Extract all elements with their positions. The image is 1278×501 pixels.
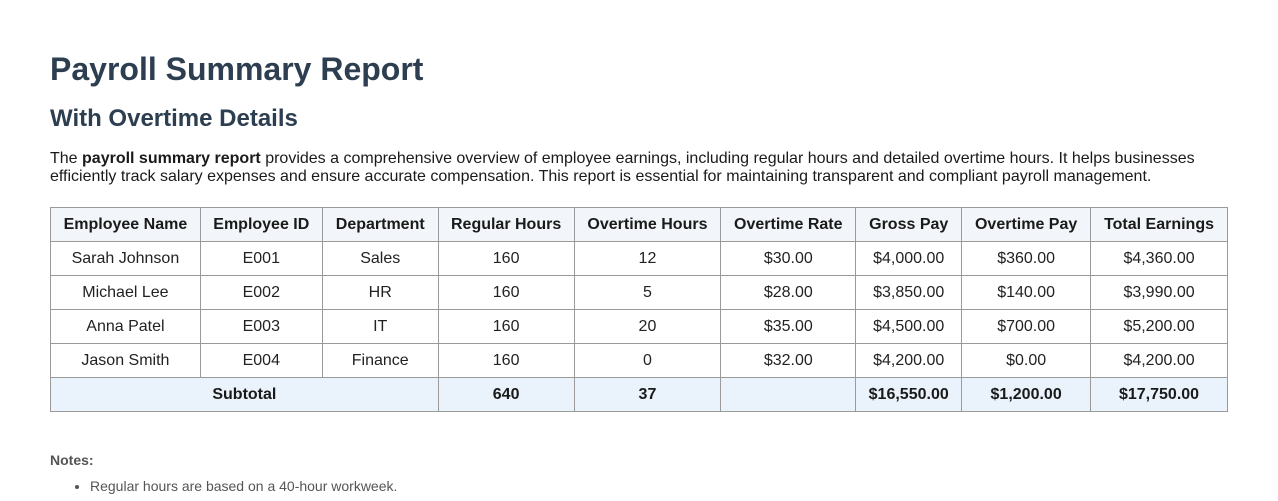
cell-overtime-rate: $28.00 (721, 276, 856, 310)
cell-overtime-hours: 20 (574, 310, 721, 344)
cell-total-earnings: $3,990.00 (1091, 276, 1228, 310)
table-header-row (51, 208, 1228, 242)
subtotal-overtime-hours: 37 (574, 378, 721, 412)
intro-paragraph (50, 150, 1228, 186)
intro-prefix: The (50, 150, 83, 167)
cell-overtime-rate: $30.00 (721, 242, 856, 276)
subtotal-total-earnings: $17,750.00 (1091, 378, 1228, 412)
table-row (51, 242, 1228, 276)
notes-title: Notes: (50, 452, 94, 468)
cell-overtime-pay: $700.00 (962, 310, 1091, 344)
page-subtitle: With Overtime Details (50, 105, 298, 132)
cell-gross-pay: $4,000.00 (856, 242, 962, 276)
subtotal-label: Subtotal (51, 378, 439, 412)
cell-overtime-pay: $0.00 (962, 344, 1091, 378)
note-item: • Regular hours are based on a 40-hour workweek. (90, 478, 1228, 494)
col-header-employee-id: Employee ID (200, 208, 322, 242)
table-row (51, 276, 1228, 310)
col-header-regular-hours: Regular Hours (438, 208, 574, 242)
col-header-total-earnings: Total Earnings (1091, 208, 1228, 242)
intro-bold-term: payroll summary report (82, 150, 261, 167)
subtotal-regular-hours: 640 (438, 378, 574, 412)
cell-employee-id: E003 (200, 310, 322, 344)
col-header-employee-name: Employee Name (51, 208, 201, 242)
table-row (51, 344, 1228, 378)
cell-employee-id: E001 (200, 242, 322, 276)
col-header-gross-pay: Gross Pay (856, 208, 962, 242)
cell-department: Finance (322, 344, 438, 378)
cell-overtime-hours: 5 (574, 276, 721, 310)
cell-department: Sales (322, 242, 438, 276)
subtotal-row (51, 378, 1228, 412)
subtotal-overtime-pay: $1,200.00 (962, 378, 1091, 412)
cell-overtime-pay: $140.00 (962, 276, 1091, 310)
cell-gross-pay: $4,500.00 (856, 310, 962, 344)
col-header-department: Department (322, 208, 438, 242)
intro-text: provides a comprehensive overview of employee earnings, including regular hours and detailed overtime hours. It helps businesses efficiently track salary expenses and ensure accurate compensation. This report is essential for maintaining transparent and compliant payroll management. (50, 150, 1195, 185)
col-header-overtime-pay: Overtime Pay (962, 208, 1091, 242)
cell-employee-id: E002 (200, 276, 322, 310)
cell-department: IT (322, 310, 438, 344)
cell-regular-hours: 160 (438, 276, 574, 310)
cell-overtime-hours: 12 (574, 242, 721, 276)
col-header-overtime-hours: Overtime Hours (574, 208, 721, 242)
cell-employee-name: Michael Lee (51, 276, 201, 310)
subtotal-gross-pay: $16,550.00 (856, 378, 962, 412)
cell-gross-pay: $4,200.00 (856, 344, 962, 378)
table-row (51, 310, 1228, 344)
cell-overtime-rate: $35.00 (721, 310, 856, 344)
page-title: Payroll Summary Report (50, 51, 424, 87)
cell-total-earnings: $4,200.00 (1091, 344, 1228, 378)
cell-employee-id: E004 (200, 344, 322, 378)
cell-regular-hours: 160 (438, 242, 574, 276)
cell-total-earnings: $4,360.00 (1091, 242, 1228, 276)
cell-employee-name: Anna Patel (51, 310, 201, 344)
payroll-table (50, 207, 1228, 412)
cell-gross-pay: $3,850.00 (856, 276, 962, 310)
col-header-overtime-rate: Overtime Rate (721, 208, 856, 242)
cell-regular-hours: 160 (438, 310, 574, 344)
cell-overtime-hours: 0 (574, 344, 721, 378)
cell-total-earnings: $5,200.00 (1091, 310, 1228, 344)
cell-regular-hours: 160 (438, 344, 574, 378)
cell-overtime-pay: $360.00 (962, 242, 1091, 276)
cell-overtime-rate: $32.00 (721, 344, 856, 378)
cell-department: HR (322, 276, 438, 310)
subtotal-overtime-rate (721, 378, 856, 412)
cell-employee-name: Sarah Johnson (51, 242, 201, 276)
cell-employee-name: Jason Smith (51, 344, 201, 378)
notes-list (50, 478, 1228, 494)
